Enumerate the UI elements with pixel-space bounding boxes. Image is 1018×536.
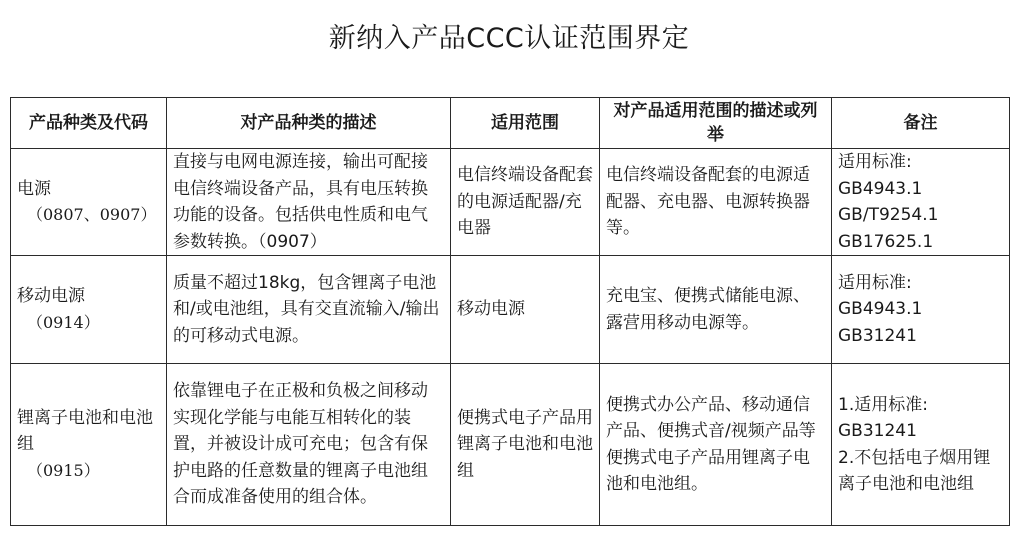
product-category-cell [11, 149, 167, 256]
remark-line: GB/T9254.1 [838, 205, 939, 225]
remark-line: GB31241 [838, 325, 917, 346]
product-code: （0914） [27, 312, 100, 332]
remark-line: GB4943.1 [838, 299, 923, 320]
header-scope: 适用范围 [451, 98, 600, 149]
table-row [11, 256, 1010, 364]
remark-line: GB17625.1 [838, 231, 934, 252]
category-description-cell: 依靠锂电子在正极和负极之间移动实现化学能与电能互相转化的装置，并被设计成可充电；包含有保护电路的任意数量的锂离子电池组合而成准备使用的组合体。 [167, 364, 451, 526]
remark-line: GB4943.1 [838, 178, 923, 199]
page-title: 新纳入产品CCC认证范围界定 [328, 23, 690, 54]
scope-cell: 便携式电子产品用锂离子电池和电池组 [451, 364, 600, 526]
scope-cell: 移动电源 [451, 256, 600, 364]
table-row [11, 149, 1010, 256]
remark-line: GB31241 [838, 421, 917, 441]
remark-line: 适用标准: [838, 152, 912, 172]
header-remarks: 备注 [832, 98, 1010, 149]
ccc-scope-table [10, 97, 1010, 526]
scope-description-cell: 便携式办公产品、移动通信产品、便携式音/视频产品等便携式电子产品用锂离子电池和电池组。 [600, 364, 832, 526]
product-name: 电源 [17, 178, 51, 199]
remarks-cell [832, 256, 1010, 364]
remarks-cell [832, 149, 1010, 256]
product-name: 移动电源 [17, 286, 85, 306]
category-description-cell: 直接与电网电源连接，输出可配接电信终端设备产品，具有电压转换功能的设备。包括供电性质和电气参数转换。（0907） [167, 149, 451, 256]
product-name: 锂离子电池和电池组 [17, 407, 153, 455]
header-scope-description: 对产品适用范围的描述或列举 [600, 98, 832, 149]
scope-cell: 电信终端设备配套的电源适配器/充电器 [451, 149, 600, 256]
product-category-cell [11, 364, 167, 526]
table-header-row [11, 98, 1010, 149]
product-code: （0915） [27, 460, 100, 480]
category-description-cell: 质量不超过18kg，包含锂离子电池和/或电池组，具有交直流输入/输出的可移动式电源。 [167, 256, 451, 364]
scope-description-cell: 充电宝、便携式储能电源、露营用移动电源等。 [600, 256, 832, 364]
product-code: （0807、0907） [27, 205, 157, 224]
remark-line: 适用标准: [838, 272, 912, 293]
scope-description-cell: 电信终端设备配套的电源适配器、充电器、电源转换器等。 [600, 149, 832, 256]
product-category-cell [11, 256, 167, 364]
remark-line: 2.不包括电子烟用锂离子电池和电池组 [838, 447, 991, 494]
header-category-description: 对产品种类的描述 [167, 98, 451, 149]
table-row [11, 364, 1010, 526]
remark-line: 1.适用标准: [838, 394, 928, 415]
header-product-category: 产品种类及代码 [11, 98, 167, 149]
remarks-cell [832, 364, 1010, 526]
